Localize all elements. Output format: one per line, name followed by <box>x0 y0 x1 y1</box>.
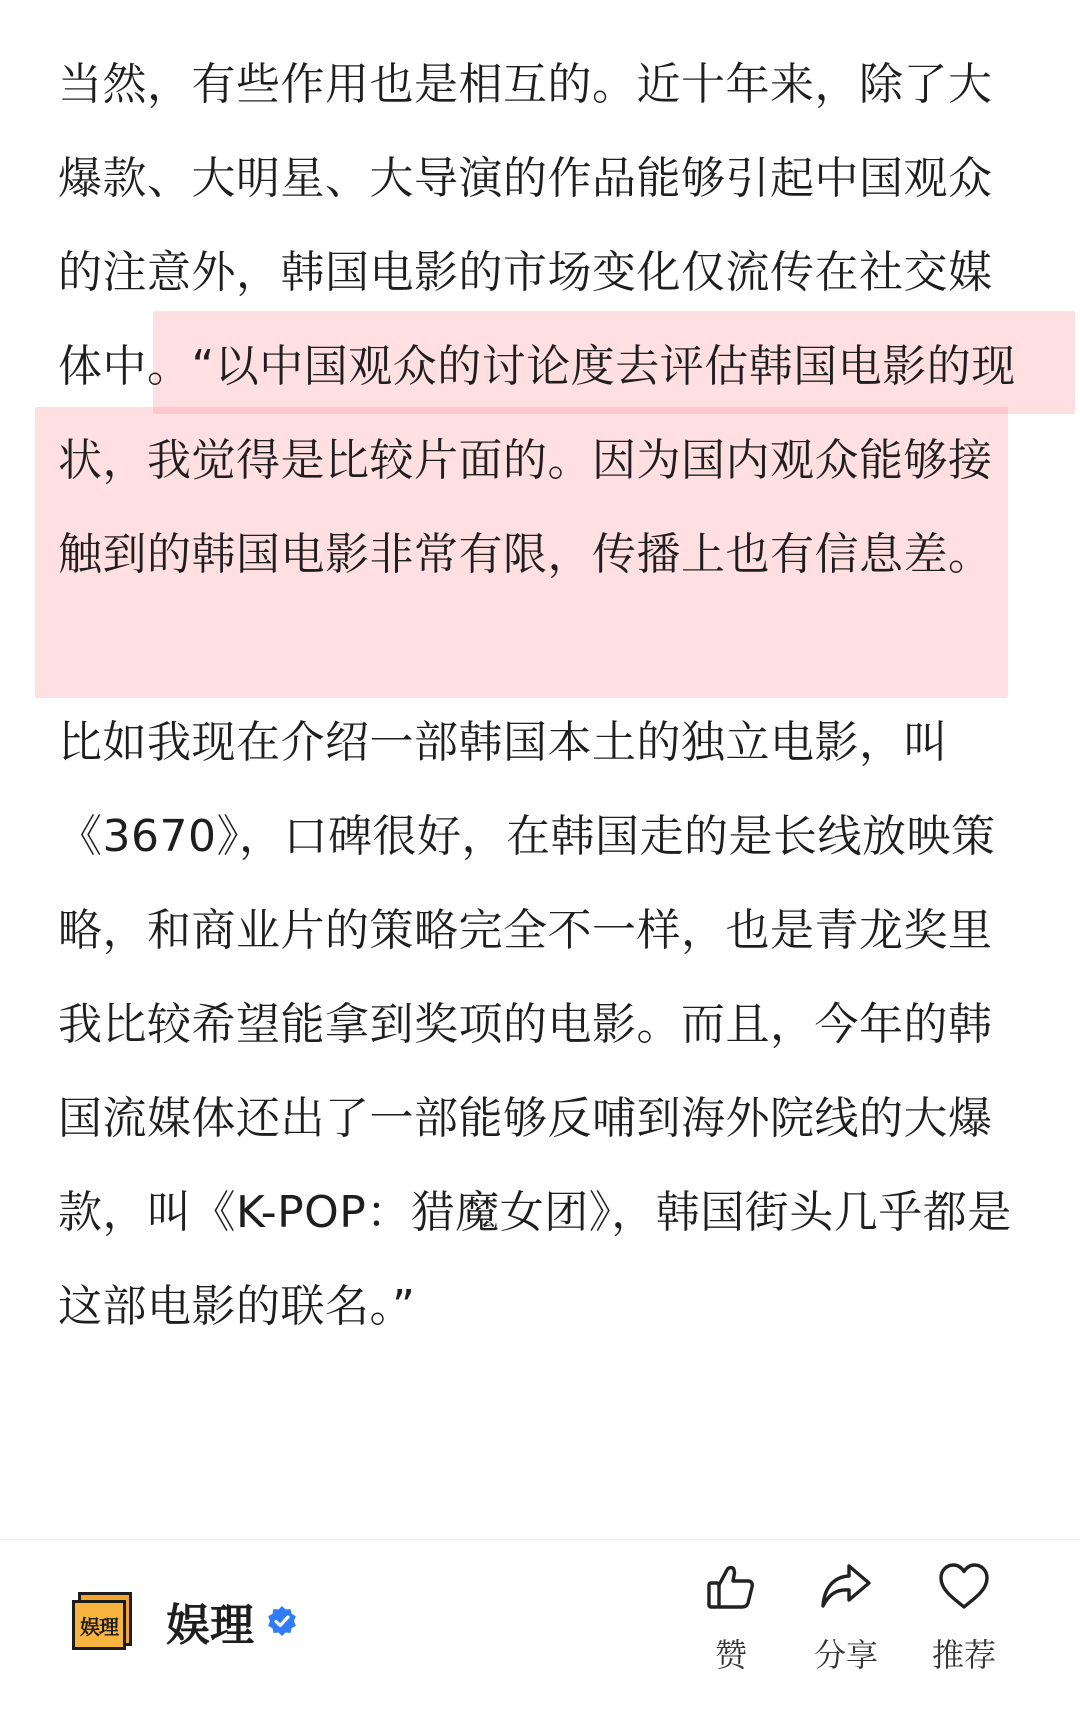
like-button[interactable] <box>676 1560 786 1676</box>
author-logo-text: 娱理 <box>72 1600 126 1650</box>
article-body <box>58 38 1018 1354</box>
share-label: 分享 <box>813 1636 878 1674</box>
thumbs-up-icon <box>704 1560 758 1614</box>
author-info[interactable] <box>70 1588 298 1654</box>
heart-icon <box>937 1560 991 1614</box>
like-label: 赞 <box>714 1636 747 1674</box>
author-avatar[interactable] <box>70 1588 136 1654</box>
paragraph-text: 比如我现在介绍一部韩国本土的独立电影，叫《3670》，口碑很好，在韩国走的是长线放映策略，和商业片的策略完全不一样，也是青龙奖里我比较希望能拿到奖项的电影。而且，今年的韩国流媒体还出了一部能够反哺到海外院线的大爆款，叫《K-POP：猎魔女团》，韩国街头几乎都是这部电影的联名。” <box>58 717 1012 1332</box>
recommend-button[interactable] <box>909 1560 1019 1676</box>
bottom-action-bar <box>0 1539 1080 1726</box>
verified-check-icon <box>266 1605 298 1637</box>
paragraph-text: 当然，有些作用也是相互的。近十年来，除了大爆款、大明星、大导演的作品能够引起中国观众的注意外，韩国电影的市场变化仅流传在社交媒体中。“以中国观众的讨论度去评估韩国电影的现状，我觉得是比较片面的。因为国内观众能够接触到的韩国电影非常有限，传播上也有信息差。 <box>58 59 1016 580</box>
share-arrow-icon <box>819 1560 873 1614</box>
author-name[interactable]: 娱理 <box>166 1600 254 1651</box>
article-paragraph <box>58 38 1018 602</box>
share-button[interactable] <box>791 1560 901 1676</box>
article-paragraph <box>58 696 1018 1354</box>
recommend-label: 推荐 <box>931 1636 996 1674</box>
